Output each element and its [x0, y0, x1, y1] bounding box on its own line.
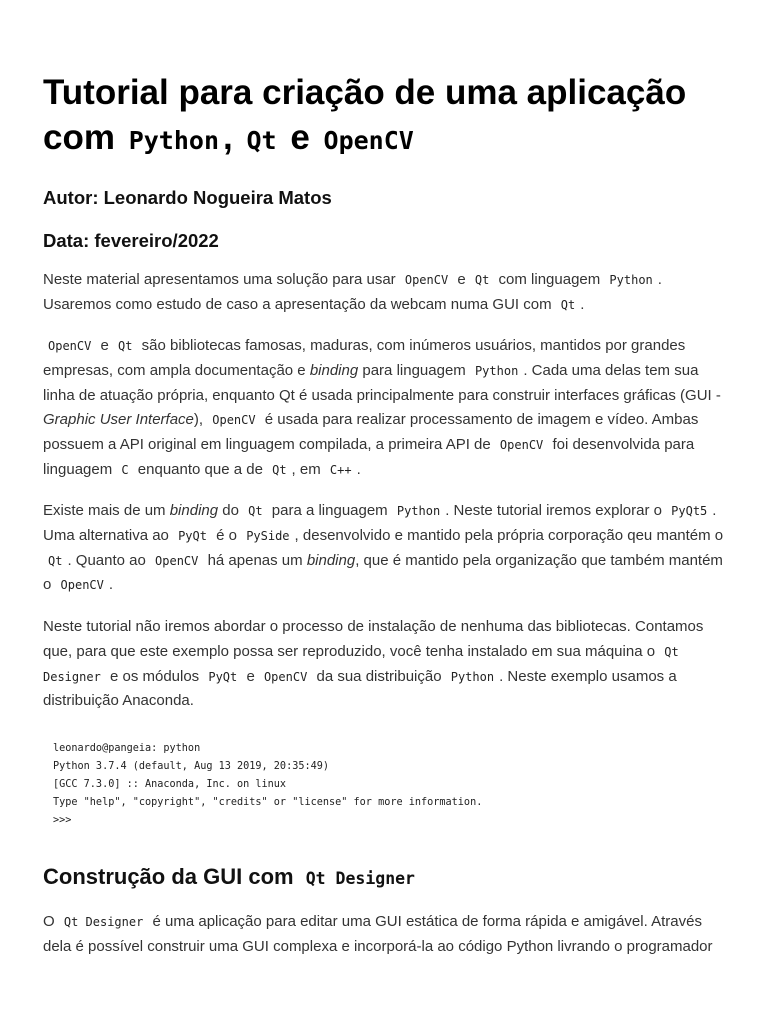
text: e: [457, 271, 466, 288]
inline-code: Qt Designer: [63, 915, 144, 929]
title-prefix: Tutorial para criação de uma aplicação com: [43, 73, 687, 157]
author-line: Autor: Leonardo Nogueira Matos: [43, 187, 332, 208]
inline-code: Qt Designer: [43, 644, 679, 684]
text: .: [580, 295, 585, 313]
text: e: [246, 667, 255, 685]
page-title: [43, 70, 733, 163]
inline-code: Python: [609, 273, 653, 287]
text: Existe mais de um: [43, 502, 166, 519]
emphasis: binding: [306, 551, 356, 569]
text: enquanto que a de: [137, 460, 263, 478]
paragraph-intro: [43, 268, 727, 318]
text: com linguagem: [498, 271, 601, 288]
inline-code: OpenCV: [263, 669, 308, 684]
inline-code: Python: [396, 504, 441, 518]
terminal-line: [GCC 7.3.0] :: Anaconda, Inc. on linux: [53, 779, 287, 790]
text: foi desenvolvida para linguagem: [43, 436, 695, 478]
section-heading: [43, 864, 421, 890]
inline-code: Qt: [272, 462, 287, 477]
paragraph-installation: [43, 615, 727, 714]
text: . Uma alternativa ao: [43, 502, 717, 544]
inline-code: OpenCV: [48, 339, 92, 353]
title-opencv-code: OpenCV: [323, 126, 414, 155]
text: . Quanto ao: [67, 551, 146, 569]
text: , em: [291, 460, 321, 478]
title-qt-code: Qt: [246, 126, 277, 155]
title-python-code: Python: [128, 126, 220, 155]
inline-code: OpenCV: [404, 273, 449, 287]
title-comma: ,: [223, 118, 233, 157]
inline-code: C++: [329, 462, 352, 477]
inline-code: OpenCV: [212, 413, 256, 428]
text: . Neste exemplo usamos a distribuição Anaconda.: [43, 667, 677, 710]
text: Neste tutorial não iremos abordar o processo de instalação de nenhuma das bibliotecas. Contamos que, para que este exemplo possa ser reproduzido, você tenha instalado em sua máquina o: [43, 618, 704, 660]
text: para a linguagem: [271, 502, 388, 519]
text: .: [356, 460, 361, 478]
text: , desenvolvido e mantido pela própria corporação qeu mantém o: [294, 526, 724, 544]
inline-code: C: [121, 462, 129, 477]
text: Neste material apresentamos uma solução para usar: [43, 271, 396, 288]
inline-code: PySide: [246, 528, 290, 543]
inline-code: Python: [474, 363, 519, 378]
emphasis: binding: [169, 502, 219, 519]
text: e os módulos: [109, 667, 200, 685]
text: são bibliotecas famosas, maduras, com inúmeros usuários, mantidos por grandes empresas, com ampla documentação e: [43, 337, 686, 379]
text: do: [222, 502, 239, 519]
inline-code: PyQt: [208, 669, 238, 684]
text: .: [108, 576, 114, 594]
inline-code: Qt: [48, 553, 63, 568]
text: é o: [216, 526, 238, 544]
section-heading-code: Qt Designer: [305, 869, 415, 888]
paragraph-bindings: [43, 499, 727, 598]
text: há apenas um: [207, 551, 303, 569]
paragraph-libraries: [43, 334, 727, 483]
section-heading-text: Construção da GUI com: [43, 864, 294, 889]
text: O: [43, 913, 55, 930]
terminal-line: Type "help", "copyright", "credits" or "license" for more information.: [53, 797, 483, 808]
inline-code: Qt: [118, 339, 133, 353]
text: , que é mantido pela organização que também mantém o: [43, 551, 723, 594]
inline-code: Python: [450, 669, 495, 684]
inline-code: OpenCV: [60, 578, 104, 593]
terminal-code-block: [43, 740, 727, 830]
title-e: e: [290, 118, 310, 157]
text: ),: [193, 411, 204, 429]
inline-code: Qt: [474, 273, 490, 287]
text: da sua distribuição: [316, 667, 442, 685]
emphasis: Graphic User Interface: [43, 411, 194, 429]
date-line: Data: fevereiro/2022: [43, 230, 219, 251]
inline-code: OpenCV: [155, 553, 199, 568]
terminal-line: leonardo@pangeia: python: [53, 743, 201, 754]
inline-code: Qt: [560, 297, 576, 312]
terminal-line: Python 3.7.4 (default, Aug 13 2019, 20:35:49): [53, 761, 330, 772]
inline-code: PyQt: [178, 528, 207, 543]
terminal-line: >>>: [53, 815, 72, 826]
inline-code: PyQt5: [671, 504, 708, 518]
text: . Cada uma delas tem sua linha de atuação própria, enquanto Qt é usada principalmente para construir interfaces gráficas (GUI -: [43, 361, 721, 404]
emphasis: binding: [309, 361, 359, 379]
text: é usada para realizar processamento de imagem e vídeo. Ambas possuem a API original em linguagem compilada, a primeira API de: [43, 411, 699, 454]
text: e: [100, 337, 109, 354]
text: . Neste tutorial iremos explorar o: [445, 502, 662, 519]
text: é uma aplicação para editar uma GUI estática de forma rápida e amigável. Através dela é possível construir uma GUI complexa e incorporá-la ao código Python livrando o programador: [43, 913, 713, 955]
inline-code: Qt: [248, 504, 263, 518]
inline-code: OpenCV: [499, 438, 544, 453]
text: . Usaremos como estudo de caso a apresentação da webcam numa GUI com: [43, 271, 662, 313]
paragraph-qt-designer: [43, 910, 727, 960]
text: para linguagem: [362, 361, 466, 379]
